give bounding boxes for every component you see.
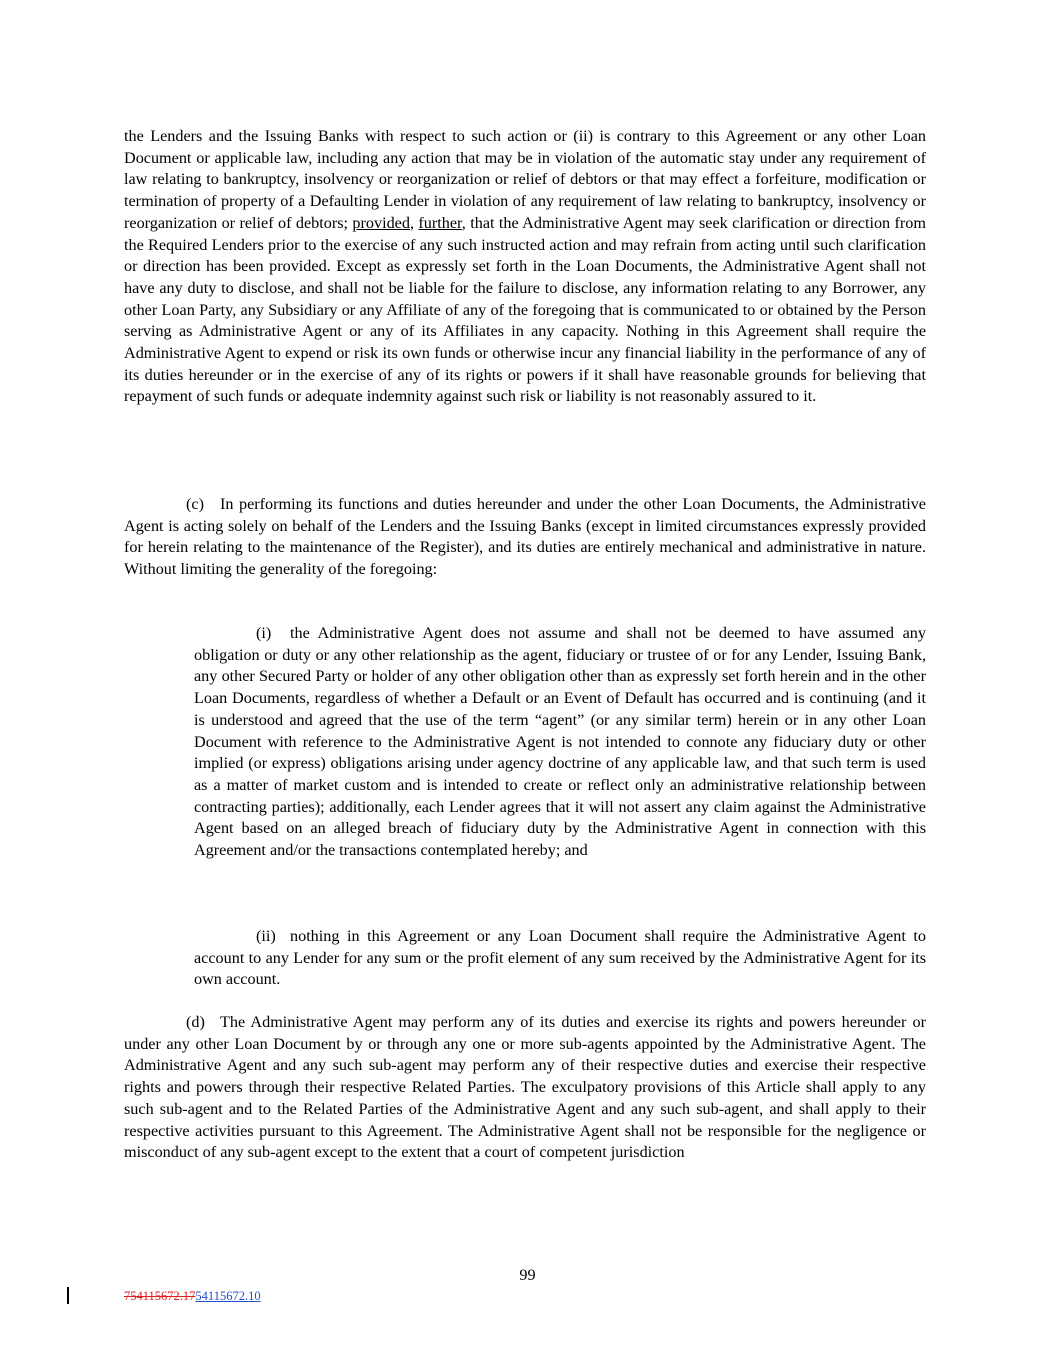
paragraph-intro	[124, 126, 926, 408]
paragraph-c	[124, 494, 926, 581]
paragraph-c-ii	[194, 926, 926, 991]
provided-term: provided	[352, 213, 410, 232]
paragraph-c-i-label: (i)	[256, 624, 272, 642]
intro-text-part1: the Lenders and the Issuing Banks with respect to such action or (ii) is contrary to this Agreement or any other Loan Document or applicable law, including any action that may be in violation of the automatic stay under any requirement of law relating to bankruptcy, insolvency or reorganization or relief of debtors or that may effect a forfeiture, modification or termination of property of a Defaulting Lender in violation of any requirement of law relating to bankruptcy, insolvency or reorganization or relief of debtors;	[124, 127, 926, 232]
paragraph-c-ii-text: nothing in this Agreement or any Loan Document shall require the Administrative Agent to account to any Lender for any sum or the profit element of any sum received by the Administrative Agent for its own account.	[194, 927, 926, 989]
document-id-deleted: 754115672.17	[124, 1289, 196, 1303]
paragraph-d	[124, 1012, 926, 1164]
further-term: further	[418, 213, 462, 232]
revision-change-bar	[67, 1287, 69, 1304]
paragraph-c-text: In performing its functions and duties hereunder and under the other Loan Documents, the Administrative Agent is acting solely on behalf of the Lenders and the Issuing Banks (except in limited circumstances expressly provided for herein relating to the maintenance of the Register), and its duties are entirely mechanical and administrative in nature. Without limiting the generality of the foregoing:	[124, 495, 926, 579]
intro-text-part2: , that the Administrative Agent may seek clarification or direction from the Required Lenders prior to the exercise of any such instructed action and may refrain from acting until such clarification or direction has been provided. Except as expressly set forth in the Loan Documents, the Administrative Agent shall not have any duty to disclose, and shall not be liable for the failure to disclose, any information relating to any Borrower, any other Loan Party, any Subsidiary or any Affiliate of any of the foregoing that is communicated to or obtained by the Person serving as Administrative Agent or any of its Affiliates in any capacity. Nothing in this Agreement shall require the Administrative Agent to expend or risk its own funds or otherwise incur any financial liability in the performance of any of its duties hereunder or in the exercise of any of its rights or powers if it shall have reasonable grounds for believing that repayment of such funds or adequate indemnity against such risk or liability is not reasonably assured to it.	[124, 213, 926, 406]
document-id-inserted: 54115672.10	[195, 1289, 261, 1303]
paragraph-d-text: The Administrative Agent may perform any of its duties and exercise its rights and powers hereunder or under any other Loan Document by or through any one or more sub-agents appointed by the Administrative Agent. The Administrative Agent and any such sub-agent may perform any of their respective duties and exercise their respective rights and powers through their respective Related Parties. The exculpatory provisions of this Article shall apply to any such sub-agent and to the Related Parties of the Administrative Agent and any such sub-agent, and shall apply to their respective activities pursuant to this Agreement. The Administrative Agent shall not be responsible for the negligence or misconduct of any sub-agent except to the extent that a court of competent jurisdiction	[124, 1013, 926, 1162]
paragraph-c-ii-label: (ii)	[256, 927, 276, 945]
paragraph-d-label: (d)	[186, 1013, 205, 1031]
document-id	[124, 1289, 261, 1303]
paragraph-c-i-text: the Administrative Agent does not assume and shall not be deemed to have assumed any obligation or duty or any other relationship as the agent, fiduciary or trustee of or for any Lender, Issuing Bank, any other Secured Party or holder of any other obligation other than as expressly set forth herein and in the other Loan Documents, regardless of whether a Default or an Event of Default has occurred and is continuing (and it is understood and agreed that the use of the term “agent” (or any similar term) herein or in any other Loan Document with reference to the Administrative Agent is not intended to connote any fiduciary duty or other implied (or express) obligations arising under agency doctrine of any applicable law, and that such term is used as a matter of market custom and is intended to create or reflect only an administrative relationship between contracting parties); additionally, each Lender agrees that it will not assert any claim against the Administrative Agent based on an alleged breach of fiduciary duty by the Administrative Agent in connection with this Agreement and/or the transactions contemplated hereby; and	[194, 624, 926, 860]
intro-comma: ,	[409, 213, 419, 232]
paragraph-c-i	[194, 623, 926, 862]
paragraph-c-label: (c)	[186, 495, 204, 513]
page-number: 99	[519, 1266, 536, 1284]
